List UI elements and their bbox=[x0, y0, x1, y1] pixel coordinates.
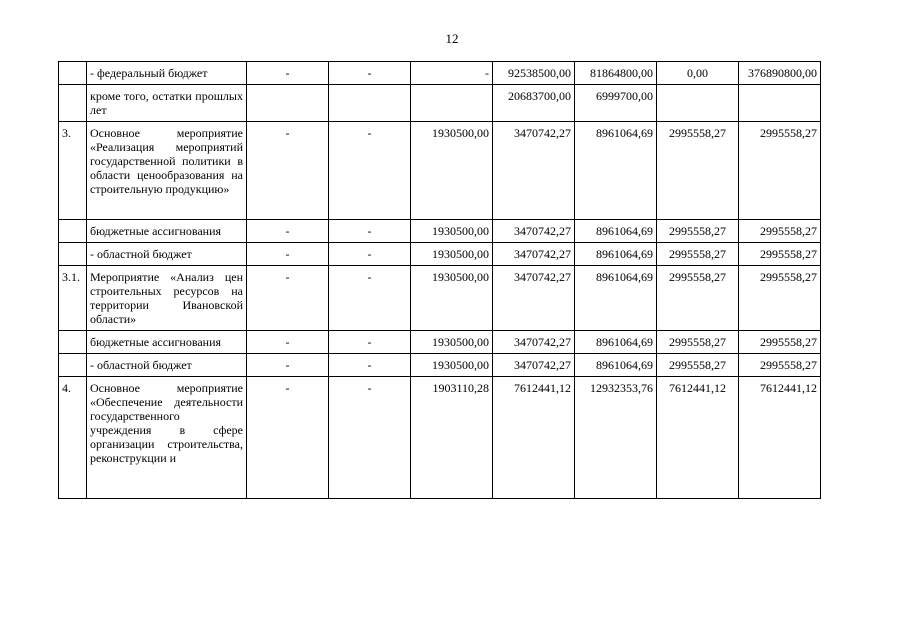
table-row bbox=[59, 243, 821, 266]
row-index-cell bbox=[59, 354, 87, 377]
value-cell: 2995558,27 bbox=[739, 220, 821, 243]
value-cell bbox=[411, 85, 493, 122]
value-cell: 8961064,69 bbox=[575, 354, 657, 377]
value-cell: - bbox=[329, 331, 411, 354]
value-cell: 2995558,27 bbox=[739, 122, 821, 220]
value-cell: 3470742,27 bbox=[493, 122, 575, 220]
value-cell bbox=[329, 85, 411, 122]
row-name-cell: - областной бюджет bbox=[87, 243, 247, 266]
value-cell: 12932353,76 bbox=[575, 377, 657, 499]
value-cell: 2995558,27 bbox=[657, 122, 739, 220]
table-row bbox=[59, 266, 821, 331]
value-cell: - bbox=[247, 122, 329, 220]
value-cell: 376890800,00 bbox=[739, 62, 821, 85]
value-cell: 2995558,27 bbox=[657, 331, 739, 354]
value-cell: - bbox=[329, 243, 411, 266]
row-index-cell bbox=[59, 62, 87, 85]
value-cell: - bbox=[411, 62, 493, 85]
row-name-cell: Мероприятие «Анализ цен строительных ресурсов на территории Ивановской области» bbox=[87, 266, 247, 331]
value-cell: 0,00 bbox=[657, 62, 739, 85]
value-cell: - bbox=[247, 331, 329, 354]
value-cell: 3470742,27 bbox=[493, 266, 575, 331]
value-cell: 8961064,69 bbox=[575, 266, 657, 331]
table-row bbox=[59, 220, 821, 243]
table-row bbox=[59, 122, 821, 220]
table-row bbox=[59, 354, 821, 377]
value-cell: 7612441,12 bbox=[493, 377, 575, 499]
row-index-cell bbox=[59, 243, 87, 266]
value-cell: - bbox=[247, 220, 329, 243]
value-cell: - bbox=[247, 243, 329, 266]
value-cell: 1930500,00 bbox=[411, 354, 493, 377]
value-cell: - bbox=[247, 354, 329, 377]
value-cell: 8961064,69 bbox=[575, 122, 657, 220]
table-row bbox=[59, 62, 821, 85]
value-cell: - bbox=[329, 354, 411, 377]
budget-table bbox=[58, 61, 821, 499]
value-cell: 3470742,27 bbox=[493, 331, 575, 354]
row-name-cell: Основное мероприятие «Обеспечение деятельности государственного учреждения в сфере организации строительства, реконструкции и bbox=[87, 377, 247, 499]
value-cell: 2995558,27 bbox=[657, 266, 739, 331]
value-cell: 1930500,00 bbox=[411, 122, 493, 220]
row-index-cell bbox=[59, 331, 87, 354]
value-cell: - bbox=[329, 377, 411, 499]
value-cell: 1930500,00 bbox=[411, 220, 493, 243]
table-row bbox=[59, 331, 821, 354]
value-cell: - bbox=[329, 220, 411, 243]
value-cell: - bbox=[329, 266, 411, 331]
value-cell: 2995558,27 bbox=[657, 243, 739, 266]
value-cell bbox=[739, 85, 821, 122]
page-number: 12 bbox=[445, 31, 459, 46]
value-cell: - bbox=[247, 62, 329, 85]
row-name-cell: Основное мероприятие «Реализация мероприятий государственной политики в области ценообразования на строительную продукцию» bbox=[87, 122, 247, 220]
value-cell: 6999700,00 bbox=[575, 85, 657, 122]
value-cell: - bbox=[247, 266, 329, 331]
row-index-cell bbox=[59, 85, 87, 122]
table-row bbox=[59, 85, 821, 122]
row-index-cell: 3. bbox=[59, 122, 87, 220]
value-cell: - bbox=[329, 122, 411, 220]
row-index-cell: 4. bbox=[59, 377, 87, 499]
row-index-cell: 3.1. bbox=[59, 266, 87, 331]
value-cell: 2995558,27 bbox=[657, 354, 739, 377]
value-cell: 2995558,27 bbox=[657, 220, 739, 243]
value-cell: 2995558,27 bbox=[739, 331, 821, 354]
table-row bbox=[59, 377, 821, 499]
value-cell: 8961064,69 bbox=[575, 220, 657, 243]
row-name-cell: бюджетные ассигнования bbox=[87, 220, 247, 243]
row-index-cell bbox=[59, 220, 87, 243]
value-cell bbox=[247, 85, 329, 122]
row-name-cell: бюджетные ассигнования bbox=[87, 331, 247, 354]
value-cell: - bbox=[247, 377, 329, 499]
value-cell: 1930500,00 bbox=[411, 243, 493, 266]
value-cell bbox=[657, 85, 739, 122]
value-cell: 7612441,12 bbox=[739, 377, 821, 499]
value-cell: 20683700,00 bbox=[493, 85, 575, 122]
value-cell: 81864800,00 bbox=[575, 62, 657, 85]
value-cell: 2995558,27 bbox=[739, 266, 821, 331]
row-name-cell: кроме того, остатки прошлых лет bbox=[87, 85, 247, 122]
value-cell: 7612441,12 bbox=[657, 377, 739, 499]
value-cell: 8961064,69 bbox=[575, 243, 657, 266]
value-cell: 1930500,00 bbox=[411, 266, 493, 331]
value-cell: 2995558,27 bbox=[739, 354, 821, 377]
value-cell: - bbox=[329, 62, 411, 85]
row-name-cell: - областной бюджет bbox=[87, 354, 247, 377]
value-cell: 3470742,27 bbox=[493, 354, 575, 377]
value-cell: 8961064,69 bbox=[575, 331, 657, 354]
value-cell: 2995558,27 bbox=[739, 243, 821, 266]
value-cell: 1930500,00 bbox=[411, 331, 493, 354]
value-cell: 3470742,27 bbox=[493, 243, 575, 266]
value-cell: 3470742,27 bbox=[493, 220, 575, 243]
row-name-cell: - федеральный бюджет bbox=[87, 62, 247, 85]
value-cell: 92538500,00 bbox=[493, 62, 575, 85]
value-cell: 1903110,28 bbox=[411, 377, 493, 499]
